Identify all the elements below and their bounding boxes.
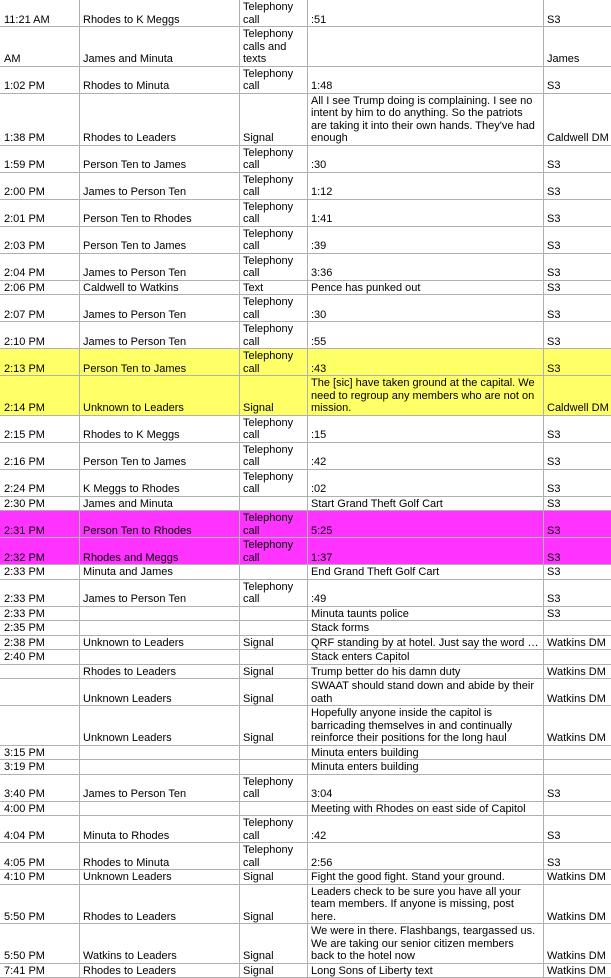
cell-parties: James to Person Ten: [80, 253, 240, 280]
cell-time: 5:50 PM: [0, 884, 80, 924]
cell-type: Telephony call: [240, 349, 308, 376]
table-row: [0, 27, 611, 67]
cell-time: 2:16 PM: [0, 442, 80, 469]
cell-source: S3: [544, 511, 611, 538]
cell-content: Start Grand Theft Golf Cart: [308, 496, 544, 511]
cell-time: 2:04 PM: [0, 253, 80, 280]
cell-type: Telephony call: [240, 442, 308, 469]
cell-parties: Person Ten to Rhodes: [80, 511, 240, 538]
cell-time: 7:41 PM: [0, 963, 80, 978]
cell-source: S3: [544, 843, 611, 870]
cell-parties: [80, 650, 240, 665]
cell-source: S3: [544, 322, 611, 349]
cell-source: S3: [544, 66, 611, 93]
cell-source: S3: [544, 226, 611, 253]
cell-type: Signal: [240, 870, 308, 885]
cell-content: :02: [308, 469, 544, 496]
table-row: [0, 93, 611, 145]
cell-source: S3: [544, 774, 611, 801]
cell-time: 4:04 PM: [0, 816, 80, 843]
cell-content: Fight the good fight. Stand your ground.: [308, 870, 544, 885]
cell-source: S3: [544, 145, 611, 172]
cell-source: S3: [544, 415, 611, 442]
cell-type: [240, 650, 308, 665]
table-row: [0, 924, 611, 964]
cell-parties: Watkins to Leaders: [80, 924, 240, 964]
cell-parties: James to Person Ten: [80, 774, 240, 801]
cell-type: Telephony call: [240, 199, 308, 226]
cell-time: 2:07 PM: [0, 295, 80, 322]
cell-source: [544, 801, 611, 816]
cell-content: 5:25: [308, 511, 544, 538]
cell-source: Watkins DM: [544, 635, 611, 650]
cell-content: SWAAT should stand down and abide by their oath: [308, 679, 544, 706]
cell-type: Signal: [240, 376, 308, 416]
cell-type: Telephony call: [240, 253, 308, 280]
cell-parties: Minuta and James: [80, 565, 240, 580]
cell-type: Text: [240, 280, 308, 295]
table-row: [0, 884, 611, 924]
cell-content: 2:56: [308, 843, 544, 870]
cell-content: :39: [308, 226, 544, 253]
cell-type: Telephony call: [240, 469, 308, 496]
cell-parties: Person Ten to James: [80, 226, 240, 253]
cell-content: Minuta enters building: [308, 745, 544, 760]
cell-source: S3: [544, 172, 611, 199]
cell-parties: Unknown Leaders: [80, 679, 240, 706]
cell-source: S3: [544, 816, 611, 843]
cell-parties: Rhodes to Minuta: [80, 843, 240, 870]
cell-content: 1:41: [308, 199, 544, 226]
cell-content: Trump better do his damn duty: [308, 664, 544, 679]
cell-type: Telephony call: [240, 172, 308, 199]
cell-parties: Minuta to Rhodes: [80, 816, 240, 843]
table-row: [0, 66, 611, 93]
cell-source: S3: [544, 349, 611, 376]
table-row: [0, 496, 611, 511]
cell-parties: Rhodes to Leaders: [80, 93, 240, 145]
cell-source: S3: [544, 496, 611, 511]
cell-source: S3: [544, 199, 611, 226]
table-row: [0, 606, 611, 621]
cell-type: Telephony call: [240, 511, 308, 538]
cell-content: [308, 27, 544, 67]
table-row: [0, 870, 611, 885]
cell-parties: Unknown to Leaders: [80, 635, 240, 650]
cell-parties: [80, 760, 240, 775]
cell-type: [240, 801, 308, 816]
table-row: [0, 801, 611, 816]
cell-content: Stack forms: [308, 621, 544, 636]
cell-content: :42: [308, 816, 544, 843]
cell-parties: Rhodes to Leaders: [80, 664, 240, 679]
table-row: [0, 760, 611, 775]
table-row: [0, 745, 611, 760]
table-row: [0, 145, 611, 172]
cell-parties: Unknown to Leaders: [80, 376, 240, 416]
cell-parties: [80, 621, 240, 636]
table-row: [0, 172, 611, 199]
cell-time: AM: [0, 27, 80, 67]
cell-time: 2:40 PM: [0, 650, 80, 665]
cell-parties: Rhodes to Leaders: [80, 963, 240, 978]
cell-time: 2:30 PM: [0, 496, 80, 511]
cell-parties: James to Person Ten: [80, 579, 240, 606]
table-row: [0, 469, 611, 496]
cell-source: S3: [544, 606, 611, 621]
table-row: [0, 226, 611, 253]
cell-type: Signal: [240, 924, 308, 964]
cell-time: [0, 664, 80, 679]
cell-parties: [80, 606, 240, 621]
cell-type: [240, 760, 308, 775]
cell-content: Hopefully anyone inside the capitol is barricading themselves in and continually reinforce their positions for the long haul: [308, 706, 544, 746]
table-row: [0, 579, 611, 606]
cell-content: :30: [308, 295, 544, 322]
table-row: [0, 706, 611, 746]
table-row: [0, 253, 611, 280]
cell-content: 1:12: [308, 172, 544, 199]
cell-type: Signal: [240, 635, 308, 650]
cell-parties: James and Minuta: [80, 496, 240, 511]
cell-content: Leaders check to be sure you have all your team members. If anyone is missing, post here.: [308, 884, 544, 924]
cell-source: S3: [544, 253, 611, 280]
cell-content: :15: [308, 415, 544, 442]
table-row: [0, 0, 611, 27]
cell-source: Watkins DM: [544, 870, 611, 885]
cell-source: S3: [544, 295, 611, 322]
cell-source: Watkins DM: [544, 884, 611, 924]
cell-type: Telephony call: [240, 0, 308, 27]
cell-source: [544, 760, 611, 775]
cell-content: All I see Trump doing is complaining. I see no intent by him to do anything. So the patriots are taking it into their own hands. They've had enough: [308, 93, 544, 145]
cell-time: 2:03 PM: [0, 226, 80, 253]
cell-source: Watkins DM: [544, 924, 611, 964]
table-row: [0, 679, 611, 706]
cell-parties: James to Person Ten: [80, 172, 240, 199]
cell-time: 1:59 PM: [0, 145, 80, 172]
cell-content: The [sic] have taken ground at the capital. We need to regroup any members who are not on mission.: [308, 376, 544, 416]
cell-type: Signal: [240, 664, 308, 679]
cell-parties: Unknown Leaders: [80, 870, 240, 885]
cell-type: Telephony call: [240, 579, 308, 606]
cell-content: :42: [308, 442, 544, 469]
cell-source: S3: [544, 469, 611, 496]
cell-time: [0, 679, 80, 706]
cell-type: Signal: [240, 93, 308, 145]
cell-parties: Rhodes to K Meggs: [80, 0, 240, 27]
cell-time: 2:06 PM: [0, 280, 80, 295]
cell-time: 1:02 PM: [0, 66, 80, 93]
cell-source: [544, 621, 611, 636]
cell-content: Pence has punked out: [308, 280, 544, 295]
cell-source: S3: [544, 0, 611, 27]
table-row: [0, 280, 611, 295]
cell-time: 2:01 PM: [0, 199, 80, 226]
cell-content: Stack enters Capitol: [308, 650, 544, 665]
cell-parties: Rhodes and Meggs: [80, 538, 240, 565]
cell-time: 3:15 PM: [0, 745, 80, 760]
cell-type: Signal: [240, 884, 308, 924]
cell-content: :55: [308, 322, 544, 349]
cell-content: 3:36: [308, 253, 544, 280]
cell-content: :43: [308, 349, 544, 376]
cell-time: 2:24 PM: [0, 469, 80, 496]
cell-time: 2:33 PM: [0, 606, 80, 621]
table-row: [0, 621, 611, 636]
cell-source: Caldwell DM: [544, 93, 611, 145]
cell-time: 2:14 PM: [0, 376, 80, 416]
table-row: [0, 816, 611, 843]
cell-time: 1:38 PM: [0, 93, 80, 145]
cell-source: Watkins DM: [544, 963, 611, 978]
cell-parties: James to Person Ten: [80, 295, 240, 322]
cell-content: :51: [308, 0, 544, 27]
cell-content: 1:37: [308, 538, 544, 565]
table-row: [0, 843, 611, 870]
cell-type: Signal: [240, 963, 308, 978]
cell-type: Telephony call: [240, 538, 308, 565]
table-row: [0, 295, 611, 322]
cell-content: Minuta enters building: [308, 760, 544, 775]
cell-time: 2:31 PM: [0, 511, 80, 538]
cell-parties: [80, 745, 240, 760]
table-row: [0, 415, 611, 442]
cell-type: Signal: [240, 706, 308, 746]
cell-time: 2:32 PM: [0, 538, 80, 565]
cell-source: [544, 650, 611, 665]
cell-type: Signal: [240, 679, 308, 706]
table-row: [0, 635, 611, 650]
cell-source: S3: [544, 579, 611, 606]
cell-time: 2:35 PM: [0, 621, 80, 636]
cell-type: Telephony call: [240, 145, 308, 172]
cell-type: Telephony call: [240, 843, 308, 870]
cell-time: 3:19 PM: [0, 760, 80, 775]
cell-content: 1:48: [308, 66, 544, 93]
cell-parties: Caldwell to Watkins: [80, 280, 240, 295]
cell-parties: Person Ten to Rhodes: [80, 199, 240, 226]
cell-parties: Person Ten to James: [80, 442, 240, 469]
table-row: [0, 774, 611, 801]
cell-source: Watkins DM: [544, 706, 611, 746]
cell-parties: James and Minuta: [80, 27, 240, 67]
cell-time: 3:40 PM: [0, 774, 80, 801]
cell-time: 2:00 PM: [0, 172, 80, 199]
cell-type: Telephony call: [240, 774, 308, 801]
cell-time: 2:33 PM: [0, 565, 80, 580]
cell-type: Telephony call: [240, 295, 308, 322]
cell-time: [0, 706, 80, 746]
cell-parties: Rhodes to K Meggs: [80, 415, 240, 442]
cell-source: S3: [544, 442, 611, 469]
table-row: [0, 650, 611, 665]
cell-content: :30: [308, 145, 544, 172]
table-row: [0, 963, 611, 978]
cell-content: Long Sons of Liberty text: [308, 963, 544, 978]
cell-source: Watkins DM: [544, 664, 611, 679]
cell-type: Telephony call: [240, 322, 308, 349]
table-row: [0, 538, 611, 565]
cell-source: S3: [544, 538, 611, 565]
cell-time: 2:38 PM: [0, 635, 80, 650]
cell-parties: James to Person Ten: [80, 322, 240, 349]
cell-type: [240, 745, 308, 760]
cell-time: 2:10 PM: [0, 322, 80, 349]
cell-content: End Grand Theft Golf Cart: [308, 565, 544, 580]
cell-source: James: [544, 27, 611, 67]
cell-type: Telephony call: [240, 415, 308, 442]
cell-type: [240, 496, 308, 511]
cell-source: [544, 745, 611, 760]
cell-time: 5:50 PM: [0, 924, 80, 964]
cell-content: 3:04: [308, 774, 544, 801]
cell-time: 2:13 PM: [0, 349, 80, 376]
cell-time: 4:05 PM: [0, 843, 80, 870]
cell-content: We were in there. Flashbangs, teargassed us. We are taking our senior citizen members back to the hotel now: [308, 924, 544, 964]
cell-parties: [80, 801, 240, 816]
cell-source: Watkins DM: [544, 679, 611, 706]
cell-source: S3: [544, 280, 611, 295]
cell-content: Meeting with Rhodes on east side of Capitol: [308, 801, 544, 816]
cell-type: [240, 565, 308, 580]
table-row: [0, 565, 611, 580]
table-row: [0, 664, 611, 679]
table-row: [0, 376, 611, 416]
cell-source: Caldwell DM: [544, 376, 611, 416]
table-row: [0, 349, 611, 376]
cell-parties: Unknown Leaders: [80, 706, 240, 746]
cell-time: 4:00 PM: [0, 801, 80, 816]
cell-type: [240, 621, 308, 636]
cell-time: 2:33 PM: [0, 579, 80, 606]
cell-parties: Rhodes to Minuta: [80, 66, 240, 93]
cell-type: Telephony calls and texts: [240, 27, 308, 67]
table-row: [0, 511, 611, 538]
cell-content: :49: [308, 579, 544, 606]
cell-content: QRF standing by at hotel. Just say the word …: [308, 635, 544, 650]
cell-type: Telephony call: [240, 226, 308, 253]
cell-parties: Rhodes to Leaders: [80, 884, 240, 924]
table-row: [0, 322, 611, 349]
cell-parties: K Meggs to Rhodes: [80, 469, 240, 496]
cell-content: Minuta taunts police: [308, 606, 544, 621]
cell-time: 2:15 PM: [0, 415, 80, 442]
cell-type: Telephony call: [240, 66, 308, 93]
cell-type: Telephony call: [240, 816, 308, 843]
cell-time: 4:10 PM: [0, 870, 80, 885]
cell-parties: Person Ten to James: [80, 349, 240, 376]
table-row: [0, 442, 611, 469]
cell-source: S3: [544, 565, 611, 580]
table-row: [0, 199, 611, 226]
cell-time: 11:21 AM: [0, 0, 80, 27]
cell-type: [240, 606, 308, 621]
cell-parties: Person Ten to James: [80, 145, 240, 172]
